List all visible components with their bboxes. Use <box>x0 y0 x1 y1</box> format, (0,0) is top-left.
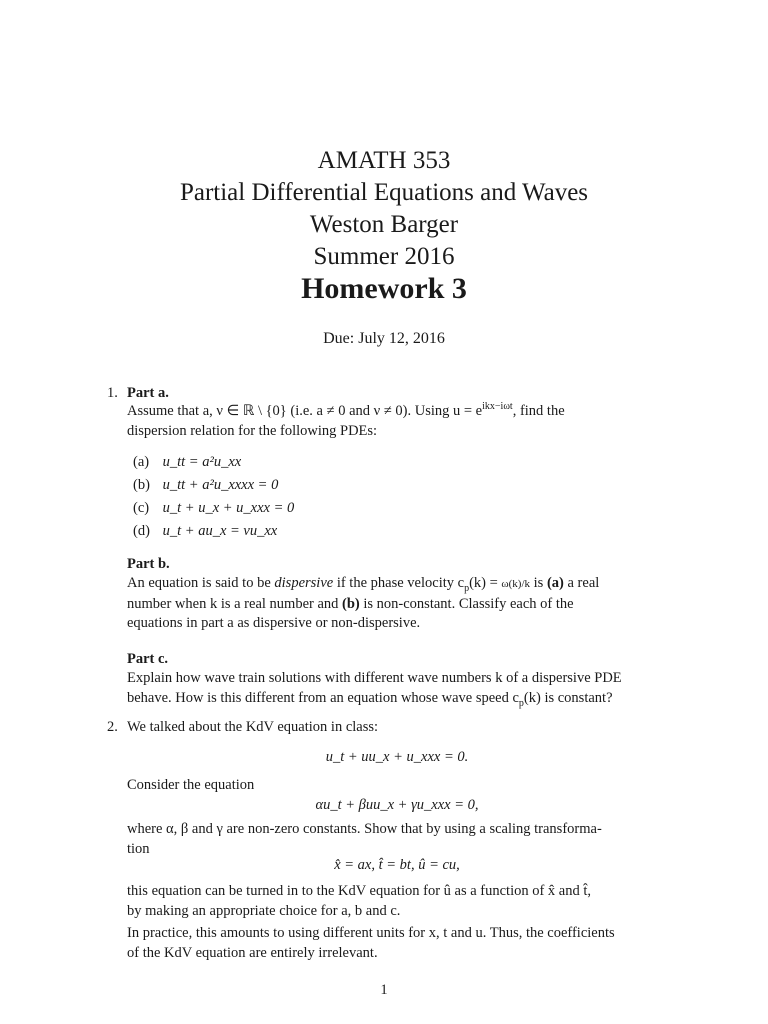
part-b-heading: Part b. <box>127 556 170 572</box>
turned-line1: this equation can be turned in to the KdV equation for û as a function of x̂ and t̂, <box>127 883 592 899</box>
part-b-line1-mid: if the phase velocity c <box>333 575 465 591</box>
where-line1: where α, β and γ are non-zero constants. Show that by using a scaling transforma- <box>127 821 602 837</box>
pde-item-equation: u_tt + a²u_xxxx = 0 <box>162 477 279 493</box>
part-a-line1-end: , find the <box>512 403 565 419</box>
part-a-text <box>127 402 667 441</box>
where-line2: tion <box>127 840 150 857</box>
scaling-equation: x̂ = ax, t̂ = bt, û = cu, <box>334 857 460 873</box>
due-date: Due: July 12, 2016 <box>323 330 445 347</box>
course-code: AMATH 353 <box>317 147 451 174</box>
part-c-heading: Part c. <box>127 651 169 667</box>
dispersive-term: dispersive <box>274 575 334 591</box>
page-number: 1 <box>380 982 388 998</box>
part-b-line1-post: a real <box>563 575 600 591</box>
course-title: Partial Differential Equations and Waves <box>179 179 589 206</box>
turned-text <box>127 882 672 921</box>
part-b-text: An equation is said to be dispersive if the phase velocity $c_p(k) = \omega(k)/k$ is (a) a real number when k is a real number and (b) is non-constant. Classify each of the equations in part a as dispersive or non-dispersive. <box>127 575 600 631</box>
criterion-b-label: (b) <box>342 595 360 612</box>
part-a-line1: Assume that a, ν ∈ ℝ \ {0} (i.e. a ≠ 0 and ν ≠ 0). Using u = e <box>127 403 483 419</box>
kdv-equation: u_t + uu_x + u_xxx = 0. <box>325 749 469 765</box>
where-text <box>127 820 672 859</box>
part-b-line2-post: is non-constant. Classify each of the <box>359 595 574 612</box>
problem-1-number: 1. <box>107 385 118 401</box>
problem-2-number: 2. <box>107 719 118 735</box>
practice-line1: In practice, this amounts to using different units for x, t and u. Thus, the coefficients <box>127 925 615 941</box>
turned-line2: by making an appropriate choice for a, b and c. <box>127 902 401 919</box>
pde-item-label: (b) <box>133 477 150 493</box>
pde-item-equation: u_t + u_x + u_xxx = 0 <box>162 500 295 516</box>
part-a-heading: Part a. <box>127 385 169 401</box>
consider-text: Consider the equation <box>127 777 255 793</box>
instructor-name: Weston Barger <box>309 211 459 238</box>
pde-item-d <box>133 523 277 540</box>
pde-item-c <box>133 500 294 517</box>
term: Summer 2016 <box>313 243 455 270</box>
part-b-line2-pre: number when k is a real number and <box>127 595 343 612</box>
phase-velocity-fraction: ω(k)/k <box>501 578 531 590</box>
criterion-a-label: (a) <box>546 575 564 591</box>
pde-item-b <box>133 477 278 494</box>
part-b-line1-pre: An equation is said to be <box>127 575 275 591</box>
pde-item-equation: u_t + au_x = νu_xx <box>162 523 278 539</box>
pde-item-label: (c) <box>133 500 150 516</box>
practice-line2: of the KdV equation are entirely irrelevant. <box>127 944 378 961</box>
kdv-intro: We talked about the KdV equation in class: <box>127 719 379 735</box>
pde-item-equation: u_tt = a²u_xx <box>162 454 242 470</box>
part-b-line1-is: is <box>530 575 547 591</box>
pde-item-label: (d) <box>133 523 150 539</box>
part-c-line2: behave. How is this different from an equation whose wave speed c <box>127 689 519 706</box>
pde-item-a <box>133 454 241 471</box>
general-equation: αu_t + βuu_x + γu_xxx = 0, <box>315 797 479 813</box>
practice-text <box>127 924 672 963</box>
part-c-line1: Explain how wave train solutions with different wave numbers k of a dispersive PDE <box>127 670 622 686</box>
pde-item-label: (a) <box>133 454 150 470</box>
exponent: ikx−iωt <box>482 401 513 413</box>
part-c-text: Explain how wave train solutions with different wave numbers k of a dispersive PDE behave. How is this different from an equation whose wave speed $c_p(k)$ is constant? <box>127 670 622 709</box>
part-b-line3: equations in part a as dispersive or non-dispersive. <box>127 615 421 631</box>
homework-title: Homework 3 <box>301 272 467 305</box>
part-a-line2: dispersion relation for the following PDEs: <box>127 422 378 439</box>
